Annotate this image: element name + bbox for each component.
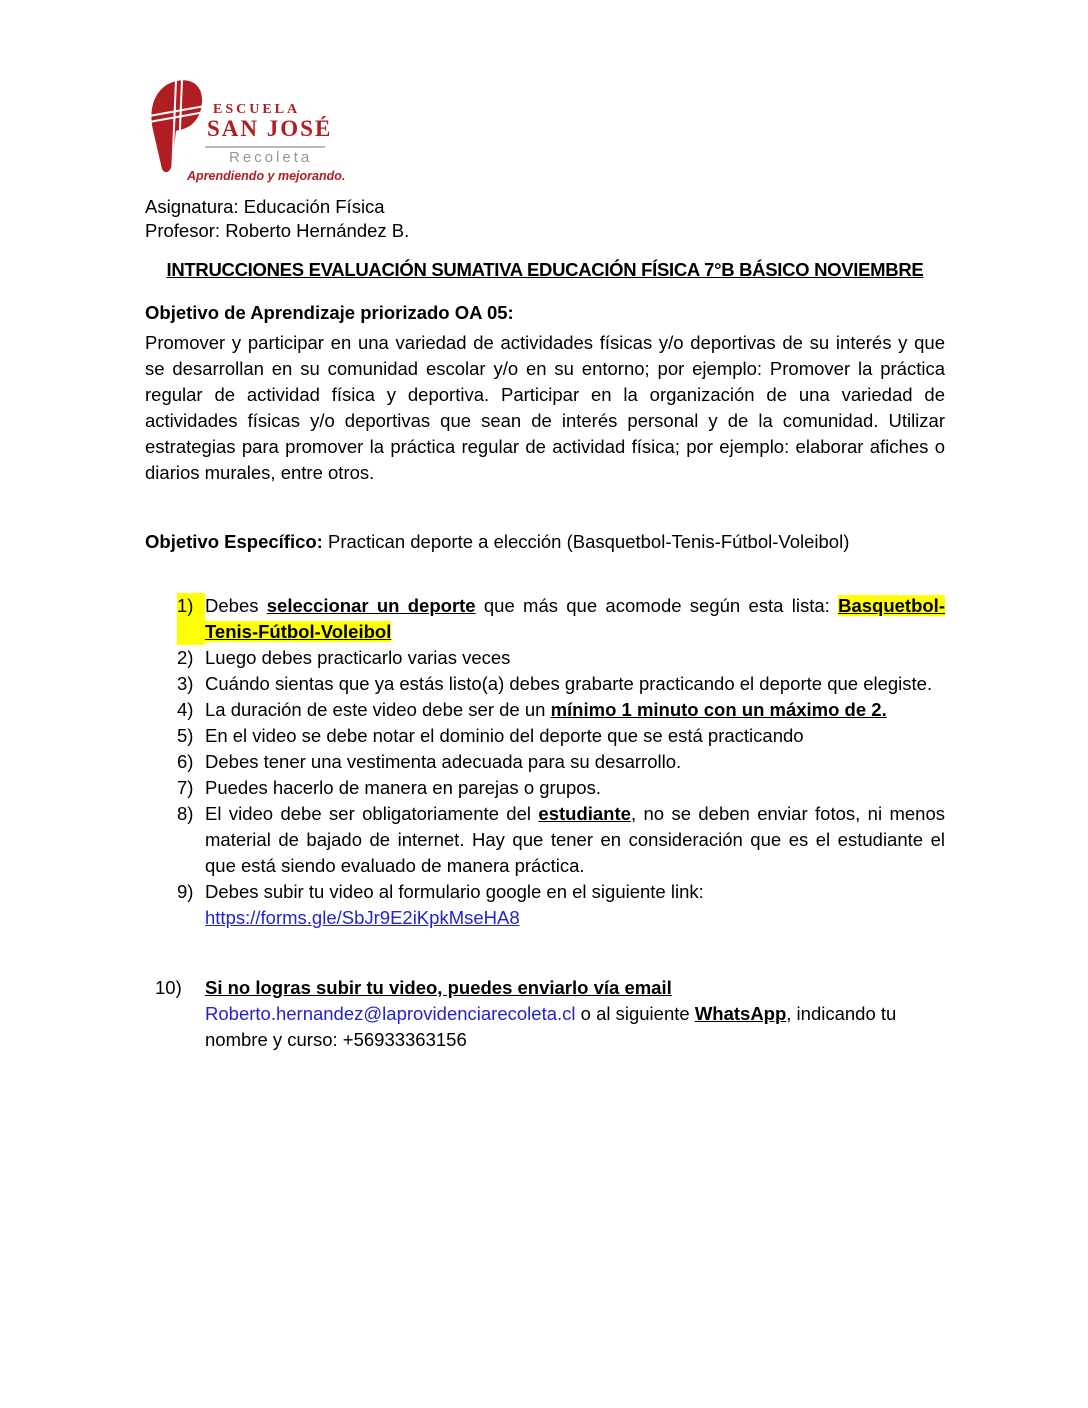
text-segment: o al siguiente: [575, 1003, 695, 1024]
item-text: [205, 975, 945, 1053]
item-text: [205, 645, 945, 671]
specific-objective-label: Objetivo Específico:: [145, 531, 323, 552]
instruction-item-8: [177, 801, 945, 879]
item-number: 10): [155, 977, 182, 998]
text-segment: Puedes hacerlo de manera en parejas o grupos.: [205, 777, 601, 798]
item-text: [205, 775, 945, 801]
item-number-highlighted: 1): [177, 593, 205, 645]
emphasis-segment: estudiante: [538, 803, 631, 824]
logo-divider: [205, 146, 325, 148]
forms-link[interactable]: https://forms.gle/SbJr9E2iKpkMseHA8: [205, 907, 520, 928]
item-number: 9): [177, 881, 194, 902]
logo-school-word: ESCUELA: [213, 102, 301, 117]
subject-line: Asignatura: Educación Física: [145, 196, 385, 217]
instruction-item-4: [177, 697, 945, 723]
highlighted-sports-list: Basquetbol-Tenis-Fútbol-Voleibol: [205, 595, 945, 642]
item-number: 2): [177, 647, 194, 668]
item-text: [205, 879, 945, 931]
oa-heading: Objetivo de Aprendizaje priorizado OA 05:: [145, 302, 514, 323]
logo-district: Recoleta: [229, 149, 313, 166]
item-text: [205, 593, 945, 645]
instruction-item-9: [177, 879, 945, 931]
text-segment: Debes tener una vestimenta adecuada para su desarrollo.: [205, 751, 682, 772]
text-segment: , no se deben enviar fotos, ni menos material de bajado de internet. Hay que tener en consideración que es el estudiante el que está siendo evaluado de manera práctica.: [205, 803, 945, 876]
instruction-item-7: [177, 775, 945, 801]
instruction-item-6: [177, 749, 945, 775]
text-segment: La duración de este video debe ser de un: [205, 699, 551, 720]
emphasis-segment: mínimo 1 minuto con un máximo de 2.: [550, 699, 887, 720]
whatsapp-label: WhatsApp: [694, 1003, 787, 1024]
document-title: INTRUCCIONES EVALUACIÓN SUMATIVA EDUCACIÓN FÍSICA 7°B BÁSICO NOVIEMBRE: [166, 259, 924, 280]
item-text: [205, 723, 945, 749]
item-number: 4): [177, 699, 194, 720]
school-logo: [145, 78, 345, 182]
emphasis-segment: seleccionar un deporte: [266, 595, 476, 616]
emphasis-segment: Si no logras subir tu video, puedes enviarlo vía email: [205, 977, 672, 998]
item-number: 3): [177, 673, 194, 694]
item-number: 5): [177, 725, 194, 746]
instruction-item-2: [177, 645, 945, 671]
instruction-item-5: [177, 723, 945, 749]
text-segment: Debes subir tu video al formulario google en el siguiente link:: [205, 881, 704, 902]
item-text: [205, 749, 945, 775]
item-text: [205, 671, 945, 697]
teacher-line: Profesor: Roberto Hernández B.: [145, 220, 410, 241]
logo-motto: Aprendiendo y mejorando.: [187, 169, 346, 183]
instruction-item-10: [145, 975, 945, 1053]
item-number: 7): [177, 777, 194, 798]
text-segment: que más que acomode según esta lista:: [475, 595, 839, 616]
text-segment: El video debe ser obligatoriamente del: [205, 803, 539, 824]
specific-objective: [145, 530, 945, 554]
school-crest-icon: [145, 78, 207, 178]
text-segment: , indicando tu nombre y curso: +56933363156: [205, 1003, 897, 1050]
instruction-list: [145, 593, 945, 931]
item-text: [205, 697, 945, 723]
instruction-item-3: [177, 671, 945, 697]
item-text: [205, 801, 945, 879]
email-link[interactable]: Roberto.hernandez@laprovidenciarecoleta.cl: [205, 1003, 576, 1024]
text-segment: Cuándo sientas que ya estás listo(a) debes grabarte practicando el deporte que elegiste.: [205, 673, 933, 694]
item-number: 8): [177, 803, 194, 824]
text-segment: Debes: [205, 595, 267, 616]
specific-objective-text: Practican deporte a elección (Basquetbol-Tenis-Fútbol-Voleibol): [322, 531, 850, 552]
logo-school-name: SAN JOSÉ: [207, 116, 333, 141]
instruction-item-1: [177, 593, 945, 645]
text-segment: En el video se debe notar el dominio del deporte que se está practicando: [205, 725, 804, 746]
item-number: 6): [177, 751, 194, 772]
text-segment: Luego debes practicarlo varias veces: [205, 647, 511, 668]
oa-paragraph: Promover y participar en una variedad de actividades físicas y/o deportivas de su interés y que se desarrollan en su comunidad escolar y/o en su entorno; por ejemplo: Promover la práctica regular de actividad física y deportiva. Participar en la organización de una variedad de actividades físicas y/o deportivas que sean de interés personal y de la comunidad. Utilizar estrategias para promover la práctica regular de actividad física; por ejemplo: elaborar afiches o diarios murales, entre otros.: [145, 332, 945, 483]
